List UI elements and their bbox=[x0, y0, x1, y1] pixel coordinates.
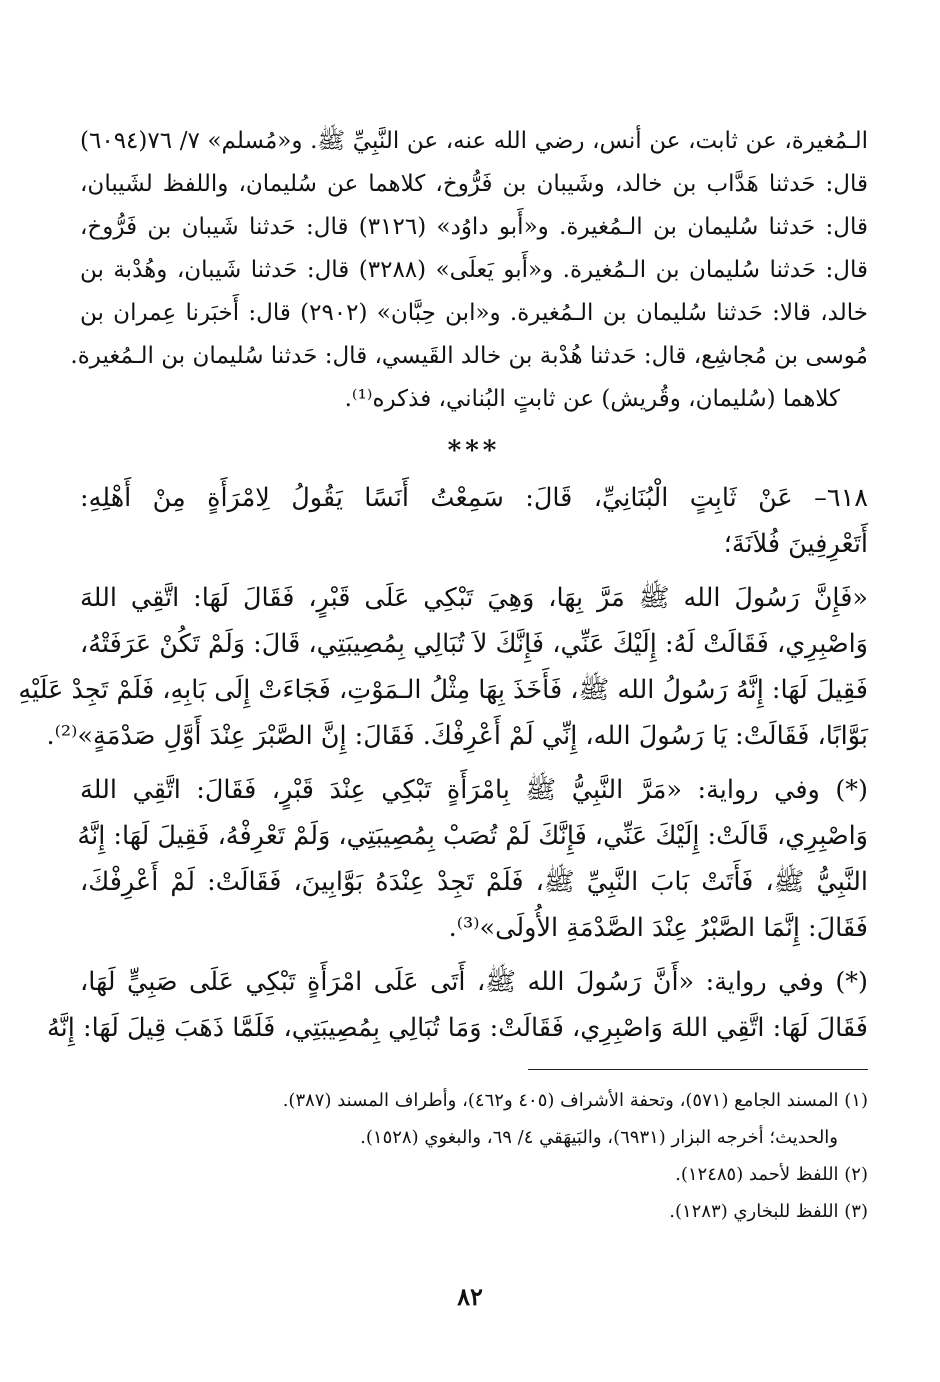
hadith-body-line: «فَإِنَّ رَسُولَ الله ﷺ مَرَّ بِهَا، وَهِيَ تَبْكِي عَلَى قَبْرٍ، فَقَالَ لَهَا: اتَّقِي اللهَ bbox=[80, 583, 868, 613]
text-line: كلاهما (سُليمان، وقُريش) عن ثابتٍ البُناني، فذكره⁽¹⁾. bbox=[344, 386, 840, 412]
footnote: (٢) اللفظ لأحمد (١٢٤٨٥). bbox=[675, 1164, 868, 1185]
riwaya-line: (*) وفي رواية: «أَنَّ رَسُولَ الله ﷺ، أَتَى عَلَى امْرَأَةٍ تَبْكِي عَلَى صَبِيٍّ لَهَا، bbox=[80, 967, 868, 997]
page-content bbox=[18, 120, 869, 1230]
hadith-title-line: أَتَعْرِفِينَ فُلاَنَةَ؛ bbox=[723, 529, 868, 559]
footnotes bbox=[80, 1082, 868, 1230]
hadith-618 bbox=[18, 475, 868, 1051]
hadith-body-line: بَوَّابًا، فَقَالَتْ: يَا رَسُولَ الله، إِنِّي لَمْ أَعْرِفْكَ. فَقَالَ: إِنَّ الصَّبْرَ عِنْدَ أَوَّلِ صَدْمَةٍ»⁽²⁾. bbox=[46, 721, 868, 751]
riwaya-line: وَاصْبِرِي، قَالَتْ: إِلَيْكَ عَنِّي، فَإِنَّكَ لَمْ تُصَبْ بِمُصِيبَتِي، وَلَمْ تَعْرِفْهُ، فَقِيلَ لَهَا: إِنَّهُ bbox=[77, 821, 868, 851]
riwaya-line: فَقَالَ: إِنَّمَا الصَّبْرُ عِنْدَ الصَّدْمَةِ الأُولَى»⁽³⁾. bbox=[448, 913, 868, 943]
footnote: (٣) اللفظ للبخاري (١٢٨٣). bbox=[669, 1201, 868, 1222]
hadith-body-line: فَقِيلَ لَهَا: إِنَّهُ رَسُولُ الله ﷺ، فَأَخَذَ بِهَا مِثْلُ الـمَوْتِ، فَجَاءَتْ إِلَى بَابِهِ، فَلَمْ تَجِدْ عَلَيْهِ bbox=[18, 675, 868, 705]
riwaya-line: (*) وفي رواية: «مَرَّ النَّبِيُّ ﷺ بِامْرَأَةٍ تَبْكِي عِنْدَ قَبْرٍ، فَقَالَ: اتَّقِي اللهَ bbox=[80, 775, 868, 805]
text-line: مُوسى بن مُجاشِع، قال: حَدثنا هُدْبة بن خالد القَيسي، قال: حَدثنا سُليمان بن الـمُغيرة. bbox=[70, 343, 868, 369]
footnote: (١) المسند الجامع (٥٧١)، وتحفة الأشراف (٤٠٥ و٤٦٢)، وأطراف المسند (٣٨٧). bbox=[282, 1090, 868, 1111]
section-separator: *** bbox=[447, 436, 501, 466]
hadith-body-line: وَاصْبِرِي، فَقَالَتْ لَهُ: إِلَيْكَ عَنِّي، فَإِنَّكَ لاَ تُبَالِي بِمُصِيبَتِي، قَالَ: وَلَمْ تَكُنْ عَرَفَتْهُ، bbox=[80, 629, 868, 659]
sources-paragraph bbox=[70, 120, 869, 421]
page-number: ٨٢ bbox=[457, 1282, 483, 1311]
hadith-title-line: ٦١٨– عَنْ ثَابِتٍ الْبُنَانِيِّ، قَالَ: سَمِعْتُ أَنَسًا يَقُولُ لِامْرَأَةٍ مِنْ أَهْلِهِ: bbox=[80, 483, 868, 513]
footnote: والحديث؛ أخرجه البزار (٦٩٣١)، والبَيهَقي ٤/ ٦٩، والبغوي (١٥٢٨). bbox=[360, 1127, 838, 1148]
text-line: الـمُغيرة، عن ثابت، عن أنس، رضي الله عنه، عن النَّبِيِّ ﷺ. و«مُسلم» ٧/ ٧٦(٦٠٩٤) bbox=[80, 128, 869, 154]
footnote-divider bbox=[528, 1069, 868, 1070]
text-line: خالد، قالا: حَدثنا سُليمان بن الـمُغيرة. و«ابن حِبَّان» (٢٩٠٢) قال: أَخبَرنا عِمران بن bbox=[80, 300, 868, 326]
text-line: قال: حَدثنا هَدَّاب بن خالد، وشَيبان بن فَرُّوخ، كلاهما عن سُليمان، واللفظ لشَيبان، bbox=[80, 171, 868, 197]
riwaya-line: النَّبِيُّ ﷺ، فَأَتَتْ بَابَ النَّبِيِّ ﷺ، فَلَمْ تَجِدْ عِنْدَهُ بَوَّابِينَ، فَقَالَتْ: لَمْ أَعْرِفْكَ، bbox=[80, 867, 868, 897]
text-line: قال: حَدثنا سُليمان بن الـمُغيرة. و«أَبو داوُد» (٣١٢٦) قال: حَدثنا شَيبان بن فَرُّوخ، bbox=[80, 214, 868, 240]
riwaya-line: فَقَالَ لَهَا: اتَّقِي اللهَ وَاصْبِرِي، فَقَالَتْ: وَمَا تُبَالِي بِمُصِيبَتِي، فَلَمَّا ذَهَبَ قِيلَ لَهَا: إِنَّهُ bbox=[47, 1013, 868, 1043]
text-line: قال: حَدثنا سُليمان بن الـمُغيرة. و«أَبو يَعلَى» (٣٢٨٨) قال: حَدثنا شَيبان، وهُدْبة بن bbox=[80, 257, 868, 283]
